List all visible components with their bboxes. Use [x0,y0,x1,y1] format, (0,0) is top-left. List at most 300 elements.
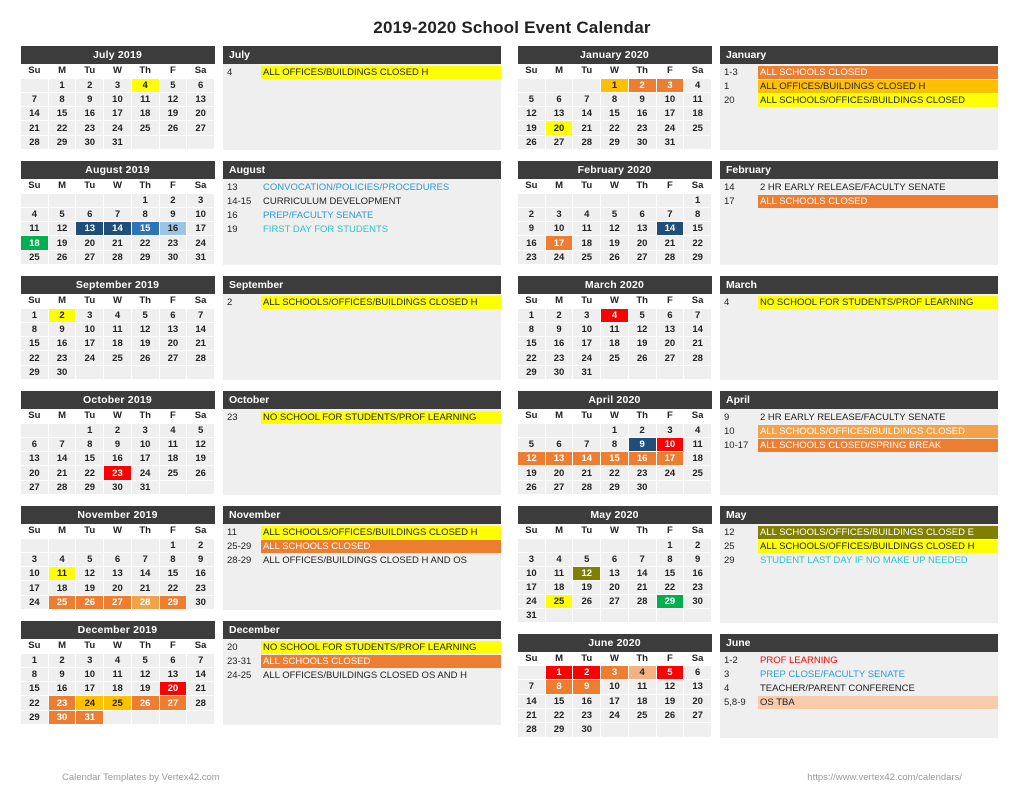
calendar-day[interactable]: 16 [628,107,656,121]
calendar-day[interactable]: 29 [601,480,629,494]
calendar-day[interactable]: 3 [545,207,573,221]
calendar-day[interactable]: 24 [656,121,684,135]
event-item[interactable] [720,296,998,309]
calendar-day[interactable]: 11 [684,92,712,106]
calendar-day[interactable]: 23 [628,466,656,480]
calendar-day[interactable]: 20 [21,466,49,480]
calendar-day[interactable]: 9 [48,322,76,336]
event-item[interactable] [720,439,998,452]
calendar-day[interactable]: 20 [656,337,684,351]
event-item[interactable] [223,526,501,539]
calendar-day[interactable]: 25 [131,121,159,135]
calendar-day[interactable]: 8 [131,207,159,221]
calendar-day[interactable]: 17 [104,107,132,121]
calendar-day[interactable]: 27 [104,595,132,609]
calendar-day[interactable]: 17 [573,337,601,351]
calendar-day[interactable]: 12 [131,322,159,336]
calendar-day[interactable]: 21 [656,236,684,250]
event-item[interactable] [720,94,998,107]
calendar-day[interactable]: 22 [21,351,49,365]
calendar-day[interactable]: 12 [187,437,215,451]
calendar-day[interactable]: 19 [76,581,104,595]
calendar-day[interactable]: 3 [76,308,104,322]
calendar-day[interactable]: 27 [684,708,712,722]
calendar-day[interactable]: 31 [131,480,159,494]
calendar-day[interactable]: 21 [104,236,132,250]
event-item[interactable] [223,669,501,682]
calendar-day[interactable]: 26 [76,595,104,609]
calendar-day[interactable]: 3 [601,666,629,680]
calendar-day[interactable]: 9 [518,222,546,236]
calendar-day[interactable]: 20 [545,121,573,135]
calendar-day[interactable]: 10 [601,680,629,694]
calendar-day[interactable]: 26 [656,708,684,722]
calendar-day[interactable]: 6 [601,552,629,566]
calendar-day[interactable]: 3 [104,78,132,92]
calendar-day[interactable]: 3 [573,308,601,322]
calendar-day[interactable]: 9 [187,552,215,566]
calendar-day[interactable]: 7 [21,92,49,106]
calendar-day[interactable]: 14 [573,452,601,466]
calendar-day[interactable]: 24 [187,236,215,250]
calendar-day[interactable]: 4 [573,207,601,221]
event-item[interactable] [720,696,998,709]
event-item[interactable] [720,181,998,194]
calendar-day[interactable]: 26 [131,696,159,710]
calendar-day[interactable]: 10 [656,437,684,451]
calendar-day[interactable]: 5 [628,308,656,322]
calendar-day[interactable]: 23 [573,708,601,722]
event-item[interactable] [720,654,998,667]
calendar-day[interactable]: 30 [628,135,656,149]
calendar-day[interactable]: 8 [545,680,573,694]
calendar-day[interactable]: 2 [159,193,187,207]
calendar-day[interactable]: 11 [131,92,159,106]
calendar-day[interactable]: 29 [76,480,104,494]
calendar-day[interactable]: 5 [656,666,684,680]
calendar-day[interactable]: 12 [131,667,159,681]
calendar-day[interactable]: 22 [545,708,573,722]
calendar-day[interactable]: 16 [76,107,104,121]
calendar-day[interactable]: 28 [104,250,132,264]
calendar-day[interactable]: 9 [684,552,712,566]
calendar-day[interactable]: 31 [656,135,684,149]
calendar-day[interactable]: 17 [545,236,573,250]
calendar-day[interactable]: 2 [76,78,104,92]
calendar-day[interactable]: 20 [104,581,132,595]
calendar-day[interactable]: 6 [104,552,132,566]
calendar-day[interactable]: 17 [656,107,684,121]
calendar-day[interactable]: 1 [684,193,712,207]
calendar-day[interactable]: 18 [104,682,132,696]
calendar-day[interactable]: 10 [76,322,104,336]
calendar-day[interactable]: 11 [573,222,601,236]
calendar-day[interactable]: 18 [48,581,76,595]
calendar-day[interactable]: 29 [656,594,684,608]
calendar-day[interactable]: 21 [573,466,601,480]
calendar-day[interactable]: 16 [48,337,76,351]
calendar-day[interactable]: 28 [187,696,215,710]
calendar-day[interactable]: 19 [628,337,656,351]
calendar-day[interactable]: 9 [159,207,187,221]
calendar-day[interactable]: 16 [573,694,601,708]
calendar-day[interactable]: 4 [131,78,159,92]
calendar-day[interactable]: 22 [131,236,159,250]
calendar-day[interactable]: 18 [104,337,132,351]
calendar-day[interactable]: 24 [76,696,104,710]
calendar-day[interactable]: 27 [159,696,187,710]
calendar-day[interactable]: 27 [545,480,573,494]
calendar-day[interactable]: 13 [187,92,215,106]
event-item[interactable] [223,554,501,567]
calendar-day[interactable]: 10 [76,667,104,681]
calendar-day[interactable]: 25 [104,696,132,710]
calendar-day[interactable]: 25 [684,121,712,135]
calendar-day[interactable]: 2 [545,308,573,322]
calendar-day[interactable]: 31 [573,365,601,379]
calendar-day[interactable]: 4 [601,308,629,322]
calendar-day[interactable]: 22 [21,696,49,710]
calendar-day[interactable]: 15 [76,452,104,466]
calendar-day[interactable]: 5 [518,92,546,106]
calendar-day[interactable]: 21 [48,466,76,480]
calendar-day[interactable]: 13 [159,322,187,336]
calendar-day[interactable]: 30 [628,480,656,494]
calendar-day[interactable]: 5 [131,653,159,667]
calendar-day[interactable]: 15 [48,107,76,121]
calendar-day[interactable]: 12 [48,222,76,236]
calendar-day[interactable]: 28 [684,351,712,365]
calendar-day[interactable]: 24 [21,595,49,609]
calendar-day[interactable]: 27 [159,351,187,365]
calendar-day[interactable]: 22 [48,121,76,135]
calendar-day[interactable]: 10 [656,92,684,106]
calendar-day[interactable]: 12 [656,680,684,694]
calendar-day[interactable]: 18 [684,107,712,121]
calendar-day[interactable]: 30 [545,365,573,379]
calendar-day[interactable]: 3 [131,423,159,437]
calendar-day[interactable]: 8 [48,92,76,106]
calendar-day[interactable]: 5 [518,437,546,451]
calendar-day[interactable]: 25 [684,466,712,480]
calendar-day[interactable]: 14 [628,566,656,580]
calendar-day[interactable]: 26 [518,135,546,149]
calendar-day[interactable]: 13 [545,107,573,121]
calendar-day[interactable]: 4 [21,207,49,221]
calendar-day[interactable]: 4 [104,308,132,322]
calendar-day[interactable]: 31 [518,608,546,622]
calendar-day[interactable]: 1 [545,666,573,680]
calendar-day[interactable]: 7 [573,92,601,106]
calendar-day[interactable]: 26 [518,480,546,494]
event-item[interactable] [223,209,501,222]
event-item[interactable] [223,223,501,236]
calendar-day[interactable]: 7 [684,308,712,322]
calendar-day[interactable]: 18 [21,236,49,250]
calendar-day[interactable]: 27 [601,594,629,608]
calendar-day[interactable]: 28 [21,135,49,149]
calendar-day[interactable]: 26 [628,351,656,365]
calendar-day[interactable]: 9 [104,437,132,451]
calendar-day[interactable]: 25 [159,466,187,480]
event-item[interactable] [720,540,998,553]
calendar-day[interactable]: 19 [573,580,601,594]
calendar-day[interactable]: 20 [628,236,656,250]
calendar-day[interactable]: 9 [628,92,656,106]
calendar-day[interactable]: 5 [76,552,104,566]
calendar-day[interactable]: 10 [187,207,215,221]
calendar-day[interactable]: 25 [104,351,132,365]
event-item[interactable] [223,181,501,194]
calendar-day[interactable]: 19 [656,694,684,708]
event-item[interactable] [720,682,998,695]
calendar-day[interactable]: 28 [573,480,601,494]
calendar-day[interactable]: 12 [601,222,629,236]
calendar-day[interactable]: 19 [518,466,546,480]
calendar-day[interactable]: 7 [187,653,215,667]
calendar-day[interactable]: 13 [601,566,629,580]
calendar-day[interactable]: 5 [573,552,601,566]
calendar-day[interactable]: 29 [518,365,546,379]
calendar-day[interactable]: 23 [545,351,573,365]
calendar-day[interactable]: 17 [518,580,546,594]
calendar-day[interactable]: 6 [159,308,187,322]
calendar-day[interactable]: 7 [48,437,76,451]
calendar-day[interactable]: 15 [21,337,49,351]
calendar-day[interactable]: 15 [545,694,573,708]
calendar-day[interactable]: 11 [601,322,629,336]
calendar-day[interactable]: 1 [21,653,49,667]
calendar-day[interactable]: 22 [518,351,546,365]
calendar-day[interactable]: 6 [656,308,684,322]
calendar-day[interactable]: 14 [104,222,132,236]
calendar-day[interactable]: 9 [48,667,76,681]
calendar-day[interactable]: 14 [684,322,712,336]
calendar-day[interactable]: 19 [601,236,629,250]
calendar-day[interactable]: 25 [601,351,629,365]
calendar-day[interactable]: 16 [48,682,76,696]
calendar-day[interactable]: 14 [187,322,215,336]
calendar-day[interactable]: 26 [131,351,159,365]
calendar-day[interactable]: 21 [684,337,712,351]
calendar-day[interactable]: 15 [684,222,712,236]
calendar-day[interactable]: 8 [21,667,49,681]
calendar-day[interactable]: 27 [656,351,684,365]
calendar-day[interactable]: 7 [518,680,546,694]
calendar-day[interactable]: 16 [545,337,573,351]
calendar-day[interactable]: 27 [187,121,215,135]
calendar-day[interactable]: 6 [159,653,187,667]
calendar-day[interactable]: 17 [656,452,684,466]
calendar-day[interactable]: 24 [104,121,132,135]
calendar-day[interactable]: 12 [628,322,656,336]
calendar-day[interactable]: 30 [573,723,601,737]
calendar-day[interactable]: 22 [76,466,104,480]
calendar-day[interactable]: 20 [684,694,712,708]
calendar-day[interactable]: 23 [48,351,76,365]
calendar-day[interactable]: 9 [628,437,656,451]
calendar-day[interactable]: 8 [518,322,546,336]
calendar-day[interactable]: 9 [76,92,104,106]
calendar-day[interactable]: 12 [159,92,187,106]
calendar-day[interactable]: 11 [104,667,132,681]
calendar-day[interactable]: 28 [131,595,159,609]
calendar-day[interactable]: 31 [104,135,132,149]
calendar-day[interactable]: 15 [21,682,49,696]
calendar-day[interactable]: 1 [601,78,629,92]
calendar-day[interactable]: 12 [76,567,104,581]
calendar-day[interactable]: 20 [187,107,215,121]
calendar-day[interactable]: 7 [656,207,684,221]
calendar-day[interactable]: 19 [518,121,546,135]
calendar-day[interactable]: 31 [187,250,215,264]
calendar-day[interactable]: 4 [104,653,132,667]
calendar-day[interactable]: 30 [48,365,76,379]
calendar-day[interactable]: 2 [187,538,215,552]
calendar-day[interactable]: 4 [628,666,656,680]
calendar-day[interactable]: 24 [656,466,684,480]
calendar-day[interactable]: 6 [21,437,49,451]
calendar-day[interactable]: 10 [518,566,546,580]
event-item[interactable] [223,296,501,309]
calendar-day[interactable]: 19 [48,236,76,250]
calendar-day[interactable]: 15 [518,337,546,351]
calendar-day[interactable]: 29 [131,250,159,264]
calendar-day[interactable]: 22 [601,466,629,480]
calendar-day[interactable]: 22 [601,121,629,135]
calendar-day[interactable]: 19 [159,107,187,121]
calendar-day[interactable]: 7 [104,207,132,221]
calendar-day[interactable]: 11 [104,322,132,336]
calendar-day[interactable]: 2 [48,308,76,322]
calendar-day[interactable]: 10 [545,222,573,236]
calendar-day[interactable]: 14 [187,667,215,681]
calendar-day[interactable]: 16 [684,566,712,580]
calendar-day[interactable]: 25 [21,250,49,264]
calendar-day[interactable]: 5 [159,78,187,92]
calendar-day[interactable]: 4 [545,552,573,566]
calendar-day[interactable]: 2 [573,666,601,680]
calendar-day[interactable]: 20 [601,580,629,594]
calendar-day[interactable]: 18 [545,580,573,594]
calendar-day[interactable]: 3 [21,552,49,566]
calendar-day[interactable]: 14 [518,694,546,708]
event-item[interactable] [223,66,501,79]
calendar-day[interactable]: 18 [628,694,656,708]
calendar-day[interactable]: 27 [21,480,49,494]
calendar-day[interactable]: 16 [104,452,132,466]
calendar-day[interactable]: 14 [48,452,76,466]
calendar-day[interactable]: 26 [187,466,215,480]
calendar-day[interactable]: 5 [131,308,159,322]
calendar-day[interactable]: 8 [656,552,684,566]
calendar-day[interactable]: 1 [518,308,546,322]
calendar-day[interactable]: 24 [131,466,159,480]
calendar-day[interactable]: 25 [628,708,656,722]
calendar-day[interactable]: 6 [684,666,712,680]
calendar-day[interactable]: 20 [76,236,104,250]
calendar-day[interactable]: 6 [628,207,656,221]
calendar-day[interactable]: 19 [187,452,215,466]
calendar-day[interactable]: 2 [104,423,132,437]
calendar-day[interactable]: 21 [187,337,215,351]
calendar-day[interactable]: 13 [628,222,656,236]
calendar-day[interactable]: 4 [684,423,712,437]
calendar-day[interactable]: 22 [159,581,187,595]
calendar-day[interactable]: 29 [684,250,712,264]
calendar-day[interactable]: 3 [656,423,684,437]
calendar-day[interactable]: 28 [187,351,215,365]
calendar-day[interactable]: 22 [684,236,712,250]
calendar-day[interactable]: 6 [187,78,215,92]
calendar-day[interactable]: 30 [104,480,132,494]
calendar-day[interactable]: 11 [545,566,573,580]
calendar-day[interactable]: 1 [131,193,159,207]
calendar-day[interactable]: 21 [518,708,546,722]
calendar-day[interactable]: 6 [76,207,104,221]
calendar-day[interactable]: 15 [601,107,629,121]
calendar-day[interactable]: 27 [76,250,104,264]
calendar-day[interactable]: 22 [656,580,684,594]
calendar-day[interactable]: 15 [131,222,159,236]
calendar-day[interactable]: 14 [21,107,49,121]
calendar-day[interactable]: 5 [601,207,629,221]
calendar-day[interactable]: 2 [628,423,656,437]
calendar-day[interactable]: 2 [48,653,76,667]
calendar-day[interactable]: 16 [628,452,656,466]
calendar-day[interactable]: 29 [21,710,49,724]
calendar-day[interactable]: 13 [545,452,573,466]
calendar-day[interactable]: 8 [684,207,712,221]
calendar-day[interactable]: 26 [573,594,601,608]
calendar-day[interactable]: 13 [104,567,132,581]
event-item[interactable] [720,526,998,539]
event-item[interactable] [720,66,998,79]
calendar-day[interactable]: 14 [656,222,684,236]
calendar-day[interactable]: 2 [518,207,546,221]
calendar-day[interactable]: 29 [601,135,629,149]
calendar-day[interactable]: 18 [131,107,159,121]
calendar-day[interactable]: 28 [518,723,546,737]
event-item[interactable] [223,195,501,208]
calendar-day[interactable]: 7 [628,552,656,566]
calendar-day[interactable]: 11 [159,437,187,451]
calendar-day[interactable]: 25 [573,250,601,264]
calendar-day[interactable]: 16 [187,567,215,581]
calendar-day[interactable]: 3 [518,552,546,566]
calendar-day[interactable]: 13 [159,667,187,681]
calendar-day[interactable]: 15 [159,567,187,581]
calendar-day[interactable]: 2 [628,78,656,92]
calendar-day[interactable]: 5 [48,207,76,221]
event-item[interactable] [720,80,998,93]
calendar-day[interactable]: 1 [76,423,104,437]
calendar-day[interactable]: 23 [187,581,215,595]
calendar-day[interactable]: 8 [76,437,104,451]
calendar-day[interactable]: 24 [76,351,104,365]
calendar-day[interactable]: 11 [48,567,76,581]
calendar-day[interactable]: 7 [187,308,215,322]
calendar-day[interactable]: 23 [684,580,712,594]
calendar-day[interactable]: 24 [545,250,573,264]
calendar-day[interactable]: 16 [159,222,187,236]
calendar-day[interactable]: 19 [131,682,159,696]
calendar-day[interactable]: 24 [518,594,546,608]
footer-url[interactable]: https://www.vertex42.com/calendars/ [807,772,962,783]
calendar-day[interactable]: 12 [518,107,546,121]
calendar-day[interactable]: 6 [545,437,573,451]
calendar-day[interactable]: 11 [21,222,49,236]
